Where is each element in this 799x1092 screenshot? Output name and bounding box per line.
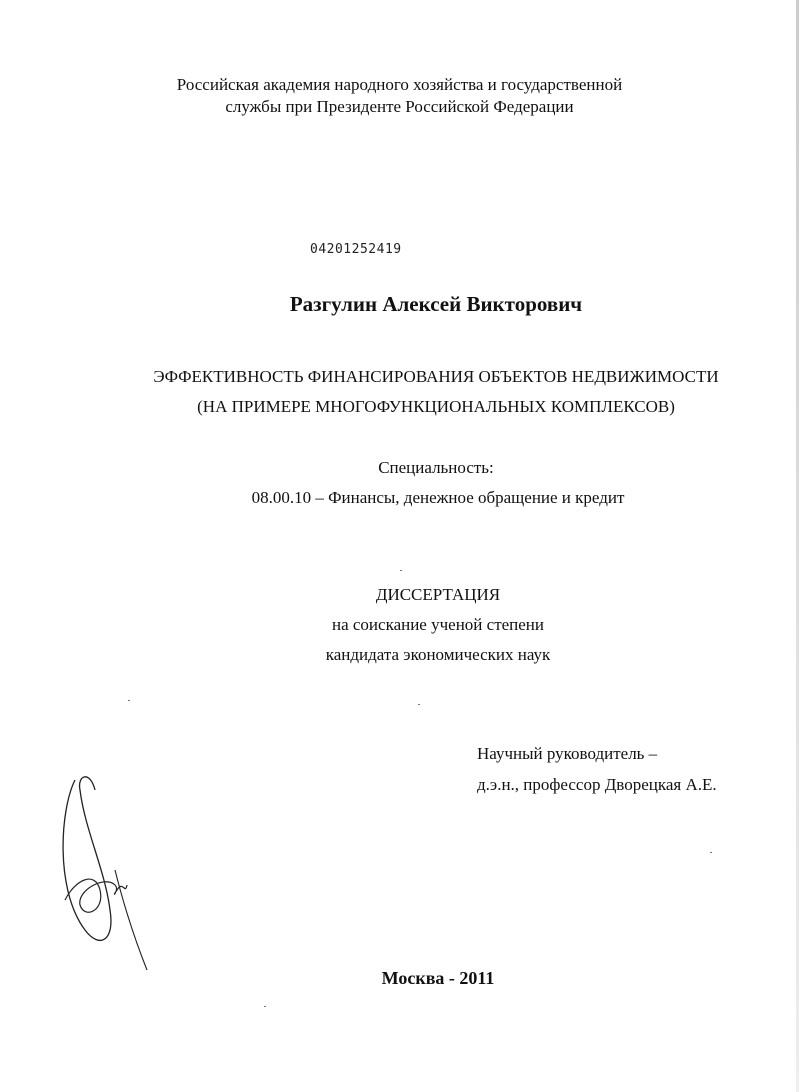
scan-speck [264,1006,266,1007]
specialty-label: Специальность: [378,458,494,477]
stamp-number: 04201252419 [310,242,402,257]
handwritten-signature [55,770,165,980]
author-name: Разгулин Алексей Викторович [289,292,583,316]
dissertation-degree: кандидата экономических наук [325,645,551,664]
specialty-value: 08.00.10 – Финансы, денежное обращение и кредит [251,488,625,507]
institution-line-2: службы при Президенте Российской Федерации [225,97,574,116]
scan-speck [710,852,712,853]
dissertation-title [0,362,799,422]
supervisor-name: д.э.н., профессор Дворецкая А.Е. [477,775,717,794]
supervisor-block [477,738,717,800]
dissertation-block [0,580,799,670]
scan-speck [400,570,402,571]
title-line-1: ЭФФЕКТИВНОСТЬ ФИНАНСИРОВАНИЯ ОБЪЕКТОВ НЕДВИЖИМОСТИ [153,367,719,386]
institution-line-1: Российская академия народного хозяйства и государственной [176,75,623,94]
city-year: Москва - 2011 [381,968,495,988]
supervisor-label: Научный руководитель – [477,744,658,763]
dissertation-type: ДИССЕРТАЦИЯ [375,585,501,604]
dissertation-purpose: на соискание ученой степени [331,615,545,634]
scan-speck [418,704,420,705]
title-line-2: (НА ПРИМЕРЕ МНОГОФУНКЦИОНАЛЬНЫХ КОМПЛЕКСОВ) [197,397,675,416]
scan-speck [128,700,130,701]
institution-header [0,74,799,118]
